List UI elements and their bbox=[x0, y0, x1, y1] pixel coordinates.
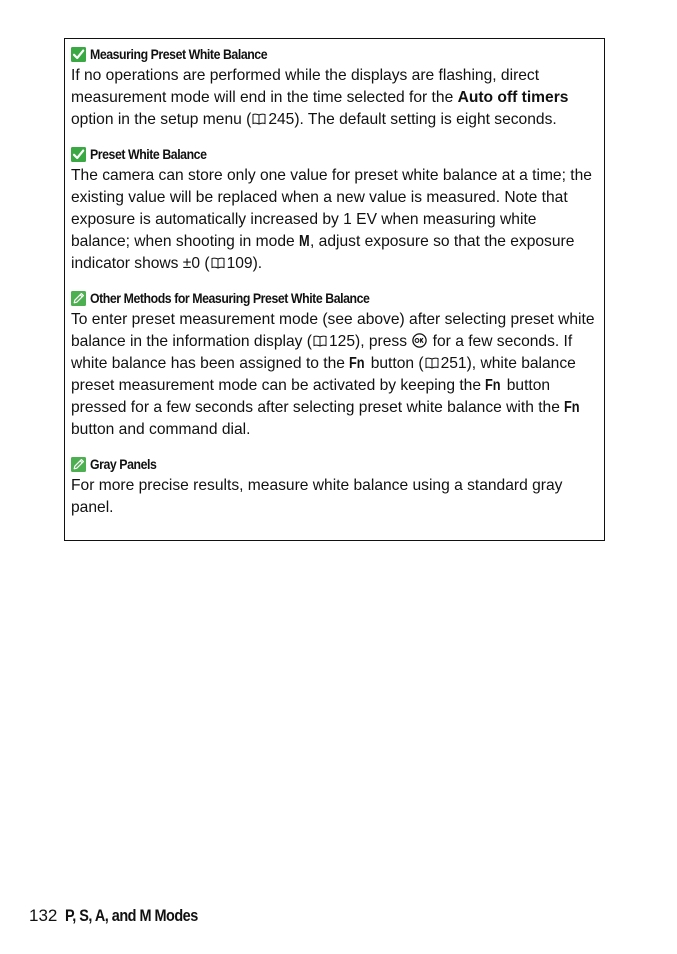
note-title: Other Methods for Measuring Preset White Balance bbox=[90, 290, 370, 306]
section-title: P, S, A, and M Modes bbox=[65, 906, 199, 925]
note-preset-white-balance bbox=[71, 143, 596, 275]
fn-button-label: Fn bbox=[349, 355, 365, 372]
body-text: button pressed for a few seconds after selecting preset white balance with the bbox=[71, 377, 565, 416]
body-text: ), press bbox=[355, 333, 412, 350]
body-text: If no operations are performed while the displays are flashing, direct measurement mode will end in the time selected for the bbox=[71, 67, 540, 106]
body-text: button and command dial. bbox=[71, 421, 251, 438]
page-footer bbox=[29, 906, 222, 926]
ok-button-icon bbox=[412, 333, 427, 348]
note-title: Preset White Balance bbox=[90, 146, 207, 162]
body-text: The camera can store only one value for preset white balance at a time; the existing value will be replaced when a new value is measured. Note that exposure is automatically increased by 1 EV when measuring white balance; when shooting in mode bbox=[71, 167, 592, 250]
fn-button-label: Fn bbox=[485, 377, 501, 394]
note-body bbox=[71, 165, 596, 275]
page-ref[interactable]: 109 bbox=[226, 255, 253, 272]
notes-box bbox=[64, 38, 605, 541]
note-header bbox=[71, 453, 596, 475]
note-gray-panels bbox=[71, 453, 596, 519]
note-header bbox=[71, 43, 596, 65]
note-measuring-preset bbox=[71, 43, 596, 131]
book-icon bbox=[252, 113, 266, 125]
note-body bbox=[71, 475, 596, 519]
body-text: ), white balance preset measurement mode can be activated by keeping the bbox=[71, 355, 576, 394]
book-icon bbox=[425, 357, 439, 369]
book-icon bbox=[211, 257, 225, 269]
book-icon bbox=[313, 335, 327, 347]
fn-button-label: Fn bbox=[564, 399, 580, 416]
note-title: Gray Panels bbox=[90, 456, 157, 472]
check-icon bbox=[71, 47, 86, 62]
body-text: option in the setup menu ( bbox=[71, 111, 252, 128]
body-text: button ( bbox=[366, 355, 424, 372]
check-icon bbox=[71, 147, 86, 162]
body-text: for a few seconds. If white balance has been assigned to the bbox=[71, 333, 573, 372]
body-text: ). bbox=[252, 255, 263, 272]
auto-off-timers-label: Auto off timers bbox=[457, 89, 569, 106]
page-ref[interactable]: 125 bbox=[328, 333, 356, 350]
body-text: ). The default setting is eight seconds. bbox=[294, 111, 557, 128]
note-title: Measuring Preset White Balance bbox=[90, 46, 268, 62]
mode-label: M bbox=[299, 233, 310, 250]
pencil-icon bbox=[71, 457, 86, 472]
note-other-methods bbox=[71, 287, 596, 441]
note-header bbox=[71, 287, 596, 309]
body-text: For more precise results, measure white balance using a standard gray panel. bbox=[71, 477, 563, 516]
note-body bbox=[71, 309, 596, 441]
page-number: 132 bbox=[29, 906, 58, 925]
note-body bbox=[71, 65, 596, 131]
page-ref[interactable]: 245 bbox=[268, 111, 295, 128]
page-ref[interactable]: 251 bbox=[440, 355, 467, 372]
note-header bbox=[71, 143, 596, 165]
pencil-icon bbox=[71, 291, 86, 306]
body-text: , adjust exposure so that the exposure indicator shows ±0 ( bbox=[71, 233, 575, 272]
body-text: To enter preset measurement mode (see above) after selecting preset white balance in the information display ( bbox=[71, 311, 595, 350]
